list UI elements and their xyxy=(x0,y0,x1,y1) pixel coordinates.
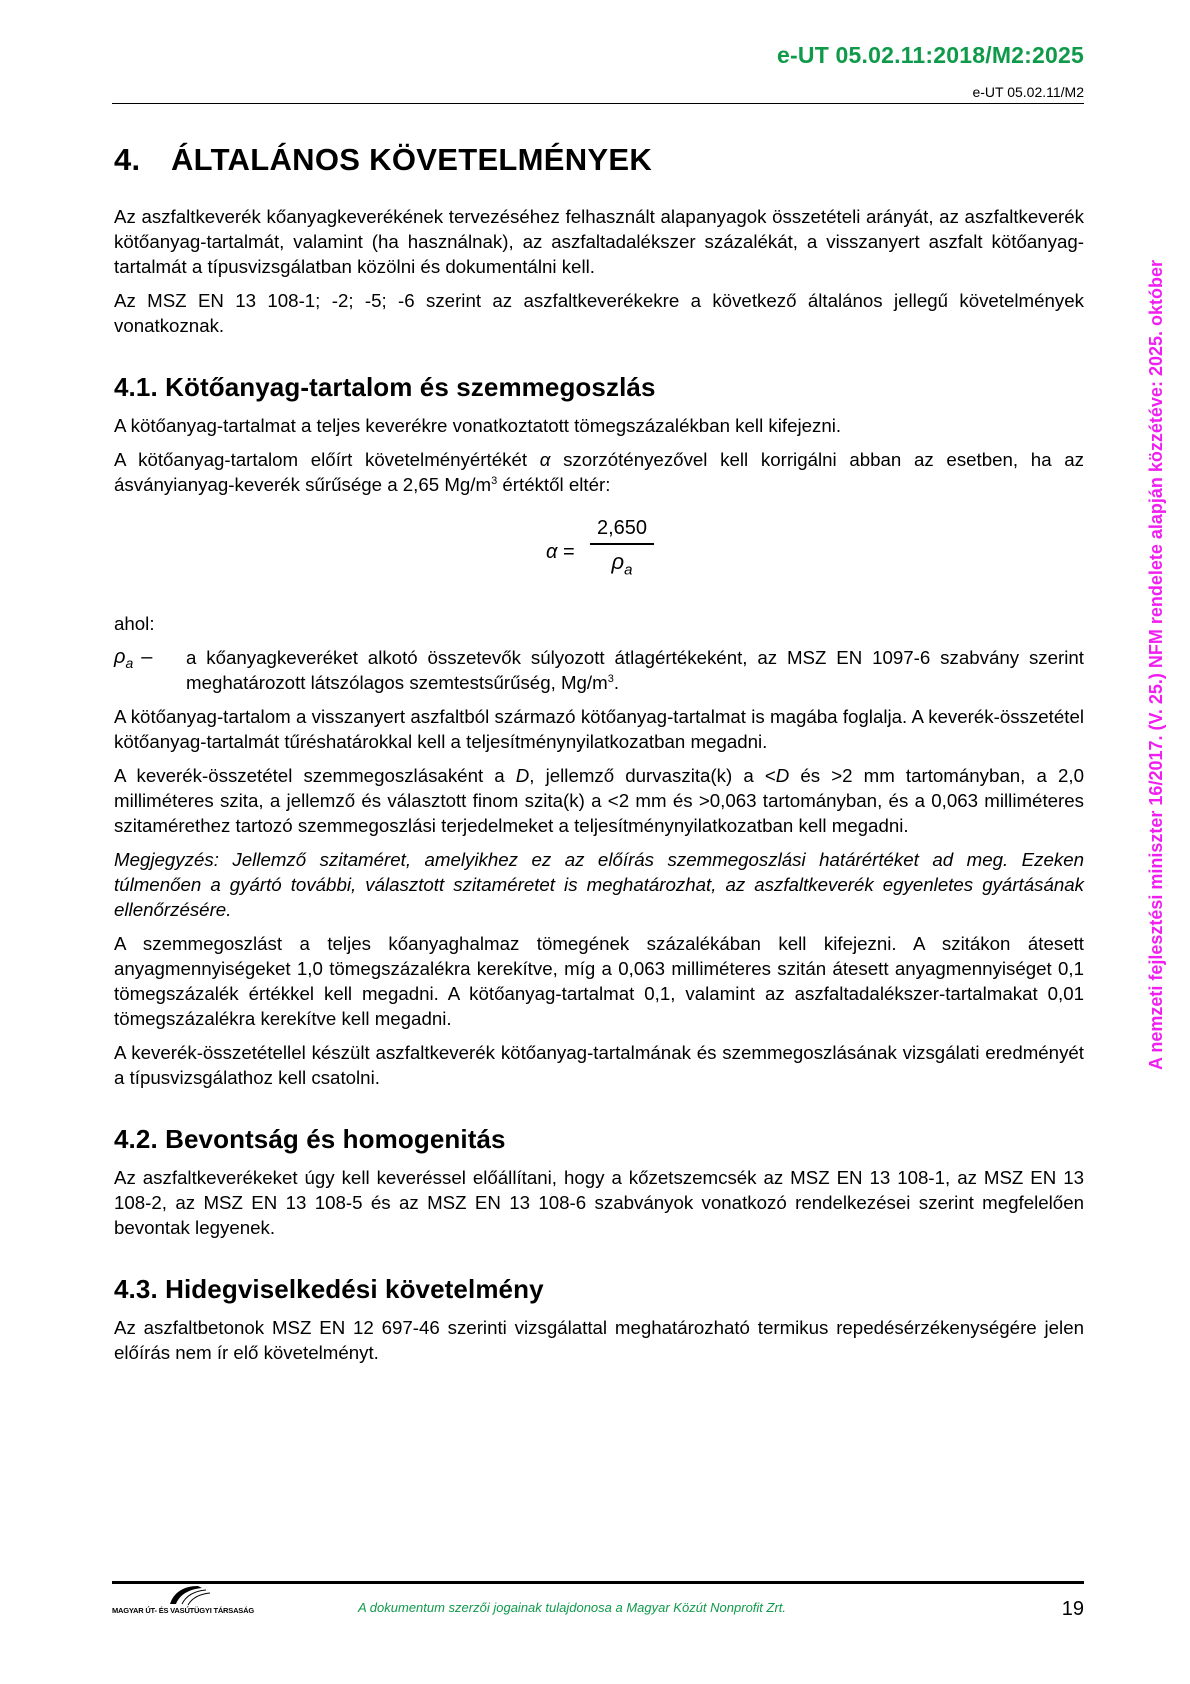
paragraph-alpha-correction xyxy=(114,447,1084,497)
where-description xyxy=(186,645,1084,695)
paragraph-binder-unit: A kötőanyag-tartalmat a teljes keverékre vonatkoztatott tömegszázalékban kell kifejezni. xyxy=(114,415,842,436)
section-heading xyxy=(114,142,1084,178)
text-span: . xyxy=(613,672,620,693)
road-curve-logo-icon xyxy=(168,1584,212,1606)
document-subcode: e-UT 05.02.11/M2 xyxy=(972,84,1084,100)
text-span: szorzótényezővel kell korrigálni abban az esetben, ha az ásványianyag-keverék sűrűsége a 2,65 Mg/m xyxy=(114,449,1085,495)
subsection-4-1-title: 4.1. Kötőanyag-tartalom és szemmegoszlás xyxy=(114,372,656,402)
rho-symbol: ρ xyxy=(611,549,625,574)
subsection-4-3-title: 4.3. Hidegviselkedési követelmény xyxy=(114,1274,544,1304)
where-definition xyxy=(114,645,1084,695)
equals-sign: = xyxy=(557,541,575,563)
document-code: e-UT 05.02.11:2018/M2:2025 xyxy=(777,42,1084,68)
paragraph-cold-behaviour: Az aszfaltbetonok MSZ EN 12 697-46 szerinti vizsgálattal meghatározható termikus repedésérzékenységére jelen előírás nem ír elő követelményt. xyxy=(114,1317,1084,1363)
alpha-symbol: α xyxy=(539,449,551,470)
text-span: és >2 mm tartományban, a 2,0 milliméteres szita, a jellemző és választott finom szita(k) a <2 mm és >0,063 tartományban, és a 0,063 milliméteres szitamérethez tartozó szemmegoszlási terjedelmeket a teljesítménynyilatkozatban kell megadni. xyxy=(114,765,1084,836)
rho-symbol: ρ xyxy=(114,646,126,668)
subscript: a xyxy=(624,561,633,579)
text-span: , jellemző durvaszita(k) a < xyxy=(529,765,776,786)
page-content xyxy=(114,142,1084,1374)
where-label: ahol: xyxy=(114,613,155,634)
d-symbol: D xyxy=(775,765,790,786)
paragraph-test-results: A keverék-összetétellel készült aszfaltkeverék kötőanyag-tartalmának és szemmegoszlásának vizsgálati eredményét a típusvizsgálathoz kell csatolni. xyxy=(114,1042,1084,1088)
subsection-4-2-title: 4.2. Bevontság és homogenitás xyxy=(114,1124,506,1154)
d-symbol: D xyxy=(515,765,530,786)
page-number: 19 xyxy=(1061,1598,1084,1620)
superscript: 3 xyxy=(491,474,498,487)
organization-logo xyxy=(112,1584,262,1620)
paragraph-rounding: A szemmegoszlást a teljes kőanyaghalmaz tömegének százalékában kell kifejezni. A szitákon átesett anyagmennyiségeket 1,0 tömegszázalékra kerekítve, míg a 0,063 milliméteres szitán átesett anyagmennyiséget 0,1 tömegszázalék értékkel kell megadni. A kötőanyag-tartalmat 0,1, valamint az aszfaltadalékszer-tartalmakat 0,01 tömegszázalékra kerekítve kell megadni. xyxy=(114,933,1084,1029)
text-span: A keverék-összetétel szemmegoszlásaként a xyxy=(114,765,516,786)
alpha-formula xyxy=(114,511,1084,597)
section-title: ÁLTALÁNOS KÖVETELMÉNYEK xyxy=(171,142,653,177)
formula-fraction xyxy=(590,517,654,578)
section-number: 4. xyxy=(114,142,141,177)
text-span: A kötőanyag-tartalom előírt követelményértékét xyxy=(114,449,540,470)
intro-paragraph-2: Az MSZ EN 13 108-1; -2; -5; -6 szerint az aszfaltkeverékekre a következő általános jellegű követelmények vonatkoznak. xyxy=(114,290,1084,336)
formula-numerator: 2,650 xyxy=(590,517,654,545)
header-divider xyxy=(112,103,1084,104)
note-paragraph: Megjegyzés: Jellemző szitaméret, amelyikhez ez az előírás szemmegoszlási határértéket ad meg. Ezeken túlmenően a gyártó további, választott szitaméretet is meghatározhat, az aszfaltkeverék egyenletes gyártásának ellenőrzésére. xyxy=(114,849,1084,920)
text-span: a kőanyagkeveréket alkotó összetevők súlyozott átlagértékeként, az MSZ EN 1097-6 szabvány szerint meghatározott látszólagos szemtestsűrűség, Mg/m xyxy=(186,647,1084,693)
superscript: 3 xyxy=(607,672,614,685)
paragraph-recycled-binder: A kötőanyag-tartalom a visszanyert aszfaltból származó kötőanyag-tartalmat is magába foglalja. A keverék-összetétel kötőanyag-tartalmát tűréshatárokkal kell a teljesítménynyilatkozatban megadni. xyxy=(114,706,1084,752)
where-symbol xyxy=(114,645,186,695)
subscript: a xyxy=(125,655,134,671)
text-span: értéktől eltér: xyxy=(497,474,611,495)
intro-paragraph-1: Az aszfaltkeverék kőanyagkeverékének tervezéséhez felhasznált alapanyagok összetételi arányát, az aszfaltkeverék kötőanyag-tartalmát, valamint (ha használnak), az aszfaltadalékszer százalékát, a visszanyert aszfalt kötőanyag-tartalmát a típusvizsgálatban közölni és dokumentálni kell. xyxy=(114,206,1084,277)
alpha-symbol: α xyxy=(546,541,558,563)
paragraph-coating: Az aszfaltkeverékeket úgy kell keveréssel előállítani, hogy a kőzetszemcsék az MSZ EN 13 108-1, az MSZ EN 13 108-2, az MSZ EN 13 108-5 és az MSZ EN 13 108-6 szabványok vonatkozó rendelkezései szerint megfelelően bevontak legyenek. xyxy=(114,1167,1084,1238)
copyright-notice: A dokumentum szerzői jogainak tulajdonosa a Magyar Közút Nonprofit Zrt. xyxy=(358,1600,787,1615)
formula-lhs xyxy=(546,541,575,564)
formula-denominator xyxy=(590,549,654,578)
side-publication-note: A nemzeti fejlesztési miniszter 16/2017. (V. 25.) NFM rendelete alapján közzétéve: 2025. október xyxy=(1146,260,1166,1070)
paragraph-grading xyxy=(114,763,1084,838)
dash: – xyxy=(141,646,153,668)
organization-name: MAGYAR ÚT- ÉS VASÚTÜGYI TÁRSASÁG xyxy=(112,1606,254,1615)
